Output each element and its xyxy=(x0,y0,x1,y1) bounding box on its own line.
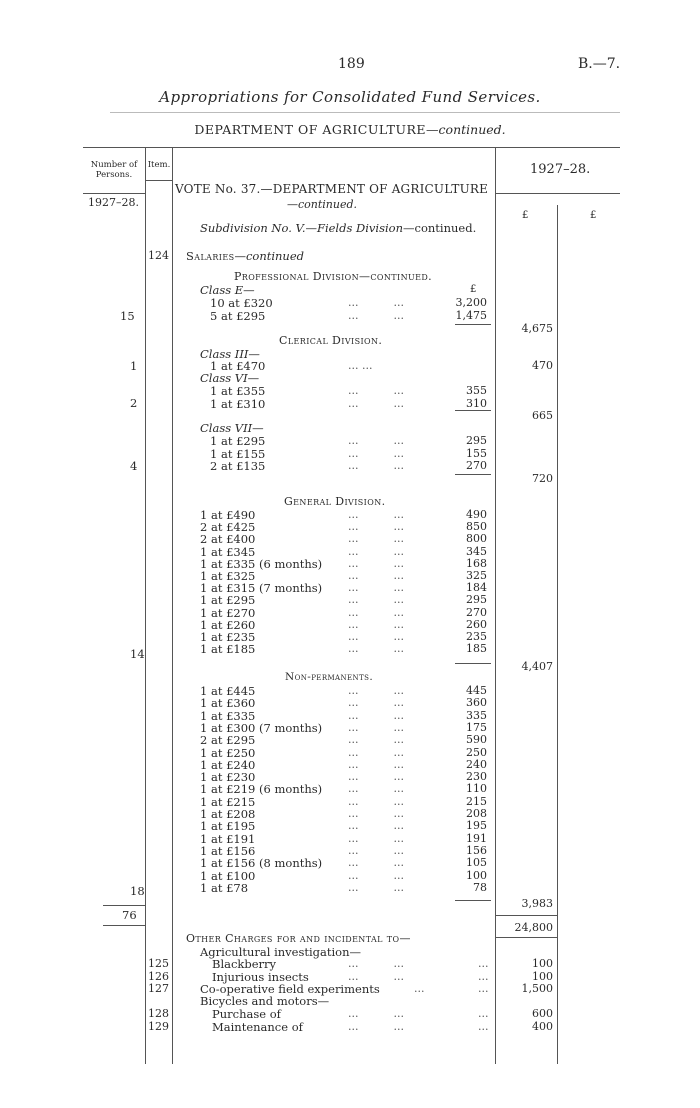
list-item-amount: 590 xyxy=(466,733,487,747)
list-item-desc: 10 at £320 xyxy=(210,296,273,310)
list-item-amount: 230 xyxy=(466,770,487,784)
list-item-desc: 2 at £295 xyxy=(200,733,256,748)
class-e-label: Class E— xyxy=(200,283,255,297)
leader-dots: ... ... xyxy=(348,569,404,582)
vote-continued: —continued. xyxy=(287,198,358,211)
leader-dots: ... ... xyxy=(348,745,404,759)
grand-total-underline xyxy=(495,937,557,938)
document-reference: B.—7. xyxy=(578,56,621,72)
list-item-amount: 195 xyxy=(466,819,487,833)
list-item-amount: 1,500 xyxy=(521,982,553,995)
leader-dots: ... ... xyxy=(348,757,404,771)
persons-column-header: Number of Persons. xyxy=(90,160,138,180)
class-vi-total: 665 xyxy=(532,409,553,422)
salaries-label: Salaries xyxy=(186,249,235,263)
list-item-amount: 1,475 xyxy=(455,309,487,322)
salaries-currency: £ xyxy=(470,284,477,295)
list-item-amount: 78 xyxy=(473,880,487,894)
leader-dots: ... ... xyxy=(348,581,404,595)
subdivision-suffix: —continued. xyxy=(403,221,477,235)
list-item-desc: Co-operative field experiments xyxy=(200,982,380,996)
list-item-amount: 850 xyxy=(466,520,487,534)
department-heading xyxy=(0,122,700,137)
item-number: 129 xyxy=(148,1020,169,1033)
non-permanents-total: 3,983 xyxy=(521,897,553,910)
leader-dots: ... ... xyxy=(348,843,404,857)
class-vii-persons: 4 xyxy=(130,459,138,473)
leader-dots: ... ... xyxy=(348,617,404,631)
leader-dots: ... ... xyxy=(348,434,404,447)
leader-dots: ... ... xyxy=(348,868,404,882)
list-item-desc: 1 at £270 xyxy=(200,605,256,620)
list-item-desc: 1 at £490 xyxy=(200,508,256,522)
list-item-amount: 295 xyxy=(466,593,487,607)
leader-dots: ... ... xyxy=(348,819,404,833)
persons-header-rule xyxy=(83,193,145,194)
item-header-rule xyxy=(146,180,172,181)
list-item-amount: 345 xyxy=(466,544,487,558)
amount-header-rule xyxy=(495,193,620,194)
subdivision-name: Subdivision No. V.—Fields Division xyxy=(200,221,404,235)
leader-dots: ... ... xyxy=(348,856,404,870)
leader-dots: ... ... xyxy=(348,696,404,710)
list-item-desc: 1 at £219 (6 months) xyxy=(200,782,323,797)
persons-year: 1927–28. xyxy=(88,196,139,209)
list-item-amount: 240 xyxy=(466,757,487,771)
clerical-division-heading: Clerical Division. xyxy=(279,334,383,347)
list-item-desc: 1 at £345 xyxy=(200,544,256,559)
leader-dots: ... ... xyxy=(348,831,404,845)
leader-dots: ... ... xyxy=(348,593,404,607)
class-vi-persons: 2 xyxy=(130,396,138,410)
list-item-desc: Blackberry xyxy=(212,957,277,971)
leader-dots: ... ... xyxy=(348,642,404,656)
grand-total: 24,800 xyxy=(514,921,553,934)
currency-col1: £ xyxy=(522,210,529,221)
persons-total-rule xyxy=(103,905,145,906)
list-item-desc: 1 at £335 (6 months) xyxy=(200,556,323,571)
class-vii-total: 720 xyxy=(532,472,553,485)
total-column-divider xyxy=(557,205,558,1064)
list-item-desc: 1 at £335 xyxy=(200,708,256,723)
list-item-amount: 310 xyxy=(466,396,487,410)
leader-dots: ... ... xyxy=(348,807,404,820)
leader-dots: ... ... xyxy=(348,733,404,747)
class-iii-total: 470 xyxy=(532,359,553,372)
professional-persons: 15 xyxy=(120,309,135,323)
leader-dots: ... ... xyxy=(348,384,404,397)
item-number: 126 xyxy=(148,970,169,983)
page-number: 189 xyxy=(338,56,365,72)
leader-dots: ... ... xyxy=(348,605,404,619)
class-vi-subtotal-rule xyxy=(455,410,491,411)
class-vii-label: Class VII— xyxy=(200,421,264,435)
list-item-amount: 156 xyxy=(466,843,487,857)
list-item-amount: 800 xyxy=(466,532,487,546)
item-number: 127 xyxy=(148,982,169,995)
list-item-desc: 1 at £78 xyxy=(200,880,249,895)
amount-year-header: 1927–28. xyxy=(530,162,591,177)
list-item-desc: 1 at £195 xyxy=(200,819,256,834)
non-permanents-heading: Non-permanents. xyxy=(285,671,374,683)
list-item-desc: 5 at £295 xyxy=(210,309,266,323)
leader-dots: ... ... xyxy=(348,957,404,970)
class-iii-persons: 1 xyxy=(130,359,138,373)
persons-total-underline xyxy=(103,925,145,926)
bicycles-motors-label: Bicycles and motors— xyxy=(200,994,330,1008)
general-division-heading: General Division. xyxy=(284,495,386,508)
general-persons: 14 xyxy=(130,647,145,661)
leader-dots: ... ... xyxy=(348,532,404,546)
leader-dots: ... xyxy=(478,1020,489,1033)
department-suffix: —continued. xyxy=(426,122,506,137)
leader-dots: ... ... xyxy=(348,630,404,643)
leader-dots: ... ... xyxy=(348,459,404,472)
leader-dots: ... ... xyxy=(348,782,404,796)
list-item-desc: 1 at £155 xyxy=(210,446,266,461)
professional-division-heading: Professional Division—continued. xyxy=(234,270,433,283)
general-total: 4,407 xyxy=(521,660,553,673)
leader-dots: ... xyxy=(478,957,489,970)
class-iii-label: Class III— xyxy=(200,347,260,361)
list-item-amount: 100 xyxy=(532,970,553,983)
class-vii-subtotal-rule xyxy=(455,474,491,475)
leader-dots: ... ... xyxy=(348,446,404,460)
leader-dots: ... ... xyxy=(348,880,404,894)
list-item-amount: 100 xyxy=(532,957,553,970)
non-permanents-persons: 18 xyxy=(130,884,145,898)
list-item-amount: 250 xyxy=(466,745,487,759)
list-item-desc: 1 at £295 xyxy=(200,593,256,608)
list-item-desc: 1 at £235 xyxy=(200,630,256,644)
leader-dots: ... ... xyxy=(348,1020,404,1033)
list-item-desc: 1 at £360 xyxy=(200,696,256,711)
list-item-amount: 100 xyxy=(466,868,487,882)
list-item-desc: 1 at £325 xyxy=(200,569,256,583)
list-item-amount: 295 xyxy=(466,434,487,447)
list-item-desc: 1 at £240 xyxy=(200,757,256,772)
list-item-amount: 215 xyxy=(466,794,487,808)
list-item-amount: 270 xyxy=(466,459,487,472)
list-item-amount: 235 xyxy=(466,630,487,643)
leader-dots: ... ... xyxy=(348,720,404,734)
leader-dots: ... ... xyxy=(348,708,404,722)
agricultural-investigation-label: Agricultural investigation— xyxy=(200,945,362,959)
list-item-amount: 105 xyxy=(466,856,487,870)
list-item-amount: 185 xyxy=(466,642,487,656)
leader-dots: ... ... xyxy=(348,770,404,784)
list-item-desc: 1 at £230 xyxy=(200,770,256,785)
item-column-divider xyxy=(172,147,173,1064)
leader-dots: ... xyxy=(478,1007,489,1020)
list-item-desc: 2 at £400 xyxy=(200,532,256,547)
item-number: 124 xyxy=(148,249,169,262)
list-item-amount: 335 xyxy=(466,708,487,722)
class-iii-row-desc: 1 at £470 xyxy=(210,359,266,373)
leader-dots: ... xyxy=(478,970,489,983)
item-number: 125 xyxy=(148,957,169,970)
list-item-amount: 208 xyxy=(466,807,487,820)
list-item-desc: 1 at £310 xyxy=(210,396,266,411)
item-column-header: Item. xyxy=(147,160,171,170)
professional-subtotal-rule xyxy=(455,324,491,325)
list-item-desc: Maintenance of xyxy=(212,1020,303,1034)
salaries-suffix: —continued xyxy=(234,249,305,263)
currency-col2: £ xyxy=(590,210,597,221)
list-item-amount: 3,200 xyxy=(455,296,487,309)
leader-dots: ... ... xyxy=(348,1007,404,1020)
list-item-desc: 1 at £445 xyxy=(200,684,256,698)
list-item-amount: 360 xyxy=(466,696,487,710)
header-divider xyxy=(110,112,620,113)
list-item-amount: 260 xyxy=(466,617,487,631)
leader-dots: ... ... xyxy=(348,544,404,558)
professional-total: 4,675 xyxy=(521,322,553,335)
list-item-desc: 1 at £315 (7 months) xyxy=(200,581,323,596)
list-item-amount: 184 xyxy=(466,581,487,595)
list-item-desc: 1 at £215 xyxy=(200,794,256,809)
department-name: DEPARTMENT OF AGRICULTURE xyxy=(194,122,427,137)
grand-total-rule xyxy=(495,915,557,916)
list-item-amount: 110 xyxy=(466,782,487,796)
list-item-amount: 155 xyxy=(466,446,487,460)
list-item-amount: 325 xyxy=(466,569,487,582)
list-item-desc: 1 at £156 xyxy=(200,843,256,858)
subdivision-heading xyxy=(200,221,476,235)
list-item-desc: Purchase of xyxy=(212,1007,281,1021)
leader-dots: ... ... xyxy=(348,970,404,983)
total-persons: 76 xyxy=(122,908,137,922)
page-title: Appropriations for Consolidated Fund Services. xyxy=(159,88,541,106)
list-item-desc: 1 at £295 xyxy=(210,434,266,448)
list-item-desc: 1 at £208 xyxy=(200,807,256,821)
persons-column-divider xyxy=(145,147,146,1064)
leader-dots: ... ... xyxy=(348,309,404,322)
leader-dots: ... ... xyxy=(348,396,404,410)
list-item-amount: 355 xyxy=(466,384,487,397)
list-item-desc: 1 at £185 xyxy=(200,642,256,657)
leader-dots: ... ... xyxy=(348,520,404,534)
leader-dots: ... ... xyxy=(348,296,404,309)
item-number: 128 xyxy=(148,1007,169,1020)
list-item-desc: 2 at £135 xyxy=(210,459,266,473)
vote-title: VOTE No. 37.—DEPARTMENT OF AGRICULTURE xyxy=(175,182,489,196)
list-item-desc: 1 at £250 xyxy=(200,745,256,760)
list-item-desc: 1 at £100 xyxy=(200,868,256,883)
leader-dots: ... ... xyxy=(348,556,404,570)
salaries-heading xyxy=(186,249,304,263)
list-item-desc: 1 at £355 xyxy=(210,384,266,398)
list-item-desc: Injurious insects xyxy=(212,970,309,984)
list-item-amount: 270 xyxy=(466,605,487,619)
leader-dots: ... ... xyxy=(348,508,404,521)
leader-dots: ... ... xyxy=(348,684,404,697)
list-item-amount: 191 xyxy=(466,831,487,845)
list-item-amount: 600 xyxy=(532,1007,553,1020)
class-iii-row-leaders: ... ... xyxy=(348,359,373,372)
list-item-desc: 2 at £425 xyxy=(200,520,256,535)
list-item-amount: 445 xyxy=(466,684,487,697)
leader-dots: ... xyxy=(414,982,425,995)
list-item-desc: 1 at £156 (8 months) xyxy=(200,856,323,871)
general-subtotal-rule xyxy=(455,663,491,664)
list-item-amount: 400 xyxy=(532,1020,553,1033)
table-top-rule xyxy=(83,147,620,148)
list-item-desc: 1 at £300 (7 months) xyxy=(200,720,323,735)
list-item-desc: 1 at £191 xyxy=(200,831,256,846)
leader-dots: ... xyxy=(478,982,489,995)
list-item-amount: 490 xyxy=(466,508,487,521)
list-item-amount: 168 xyxy=(466,556,487,570)
class-vi-label: Class VI— xyxy=(200,371,260,385)
leader-dots: ... ... xyxy=(348,794,404,808)
list-item-amount: 175 xyxy=(466,720,487,734)
amount-column-divider xyxy=(495,147,496,1064)
non-permanents-subtotal-rule xyxy=(455,900,491,901)
other-charges-heading: Other Charges for and incidental to— xyxy=(186,932,411,945)
list-item-desc: 1 at £260 xyxy=(200,617,256,632)
